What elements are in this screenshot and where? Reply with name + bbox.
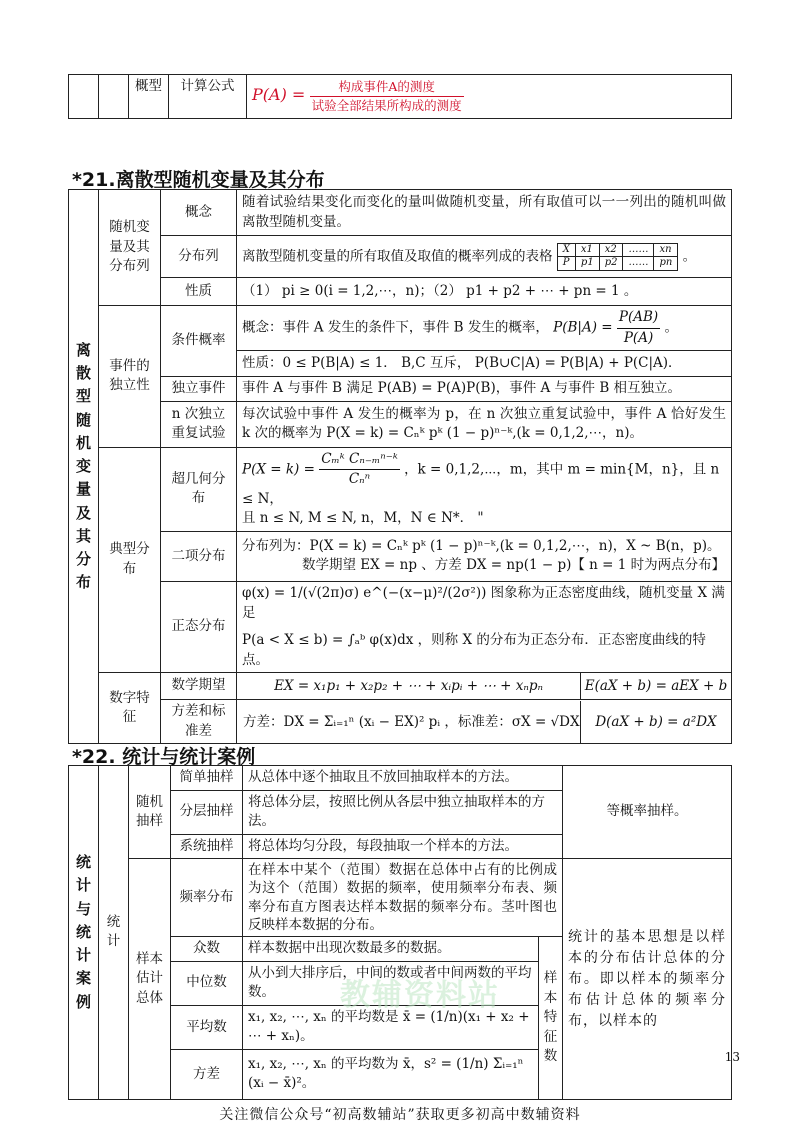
r10-label: 正态分布	[161, 581, 237, 672]
r8-fraction	[319, 450, 400, 490]
g4-label: 数字特征	[99, 673, 161, 744]
r12-cell	[237, 700, 732, 744]
r11-label: 数学期望	[161, 673, 237, 700]
r12-label: 方差和标准差	[161, 700, 237, 744]
r6-text: 事件 A 与事件 B 满足 P(AB) = P(A)P(B)，事件 A 与事件 B 相互独立。	[237, 377, 732, 402]
empty-cell	[69, 75, 99, 119]
empty-cell	[99, 75, 129, 119]
dist-cell: ……	[623, 257, 654, 271]
r9-label: 二项分布	[161, 531, 237, 581]
dist-cell: P	[557, 257, 575, 271]
r3-label: 性质	[161, 278, 237, 306]
section22-table	[68, 765, 732, 1100]
r11-cell	[237, 673, 732, 700]
r1-label: 概念	[161, 190, 237, 236]
section21-side-label	[69, 190, 99, 744]
g2-label-text: 样本估计总体	[136, 950, 163, 1006]
r7-text: 每次试验中事件 A 发生的概率为 p，在 n 次独立重复试验中，事件 A 恰好发生 k 次的概率为 P(X = k) = Cₙᵏ pᵏ (1 − p)ⁿ⁻ᵏ,(k = 0,1,2,⋯，n)。	[237, 401, 732, 447]
stat-label-text: 统计	[106, 913, 121, 950]
feat-label-text: 样本特征数	[543, 970, 558, 1065]
s2-text: 将总体分层，按照比例从各层中独立抽取样本的方法。	[243, 790, 563, 834]
section21-title: *21.离散型随机变量及其分布	[72, 169, 325, 191]
r12-right: D(aX + b) = a²DX	[595, 713, 717, 730]
formula-numerator: 构成事件A的测度	[310, 78, 464, 97]
r5-text: 性质：0 ≤ P(B|A) ≤ 1． B,C 互斥， P(B∪C|A) = P(B|A) + P(C|A)．	[237, 351, 732, 377]
formula-denominator: 试验全部结果所构成的测度	[311, 98, 462, 113]
dist-cell: X	[557, 243, 575, 257]
r8-num: Cₘᵏ Cₙ₋ₘⁿ⁻ᵏ	[319, 450, 400, 471]
r10-text2: P(a < X ≤ b) = ∫ₐᵇ φ(x)dx ，则称 X 的分布为正态分布．正态密度曲线的特点。	[242, 632, 706, 668]
s8-text: x₁, x₂, ⋯, xₙ 的平均数为 x̄，s² = (1/n) Σᵢ₌₁ⁿ (xᵢ − x̄)²。	[243, 1049, 539, 1099]
g1-label: 随机变量及其分布列	[99, 190, 161, 306]
dist-cell: pn	[654, 257, 678, 271]
footer: 关注微信公众号“初高数辅站”获取更多初高中数辅资料	[219, 1107, 581, 1123]
formula-lhs: P(A) =	[252, 85, 306, 104]
dist-cell: p2	[599, 257, 623, 271]
page-number: 13	[724, 1050, 740, 1064]
r1-text: 随着试验结果变化而变化的量叫做随机变量，所有取值可以一一列出的随机叫做离散型随机变量。	[237, 190, 732, 236]
formula-label: 计算公式	[169, 75, 247, 119]
s5-text: 样本数据中出现次数最多的数据。	[243, 937, 539, 962]
r4-formula-fraction	[617, 308, 660, 348]
dist-cell: xn	[654, 243, 678, 257]
r4-formula-den: P(A)	[623, 329, 654, 346]
watermark: 教辅资料站	[340, 978, 500, 1013]
s6-label: 中位数	[171, 961, 243, 1005]
s1-label: 简单抽样	[171, 766, 243, 791]
s6-text: 从小到大排序后，中间的数或者中间两数的平均数。	[243, 961, 539, 1005]
right-text: 统计的基本思想是以样本的分布估计总体的分布。即以样本的频率分布估计总体的频率分布，以样本的	[563, 859, 732, 1100]
s4-label: 频率分布	[171, 859, 243, 937]
equal-prob: 等概率抽样。	[563, 766, 732, 859]
stat-label	[99, 766, 129, 1100]
dist-cell: x1	[575, 243, 599, 257]
r4-formula-num: P(AB)	[617, 308, 660, 329]
r8-cell	[237, 447, 732, 531]
s7-label: 平均数	[171, 1005, 243, 1049]
r9-text1: 分布列为：P(X = k) = Cₙᵏ pᵏ (1 − p)ⁿ⁻ᵏ,(k = 0,1,2,⋯，n)，X ~ B(n，p)。	[242, 537, 721, 554]
r11-right: E(aX + b) = aEX + b	[584, 678, 728, 695]
r4-text: 概念：事件 A 发生的条件下，事件 B 发生的概率，	[242, 319, 549, 336]
r7-label: n 次独立重复试验	[161, 401, 237, 447]
r2-cell	[237, 236, 732, 278]
r8-lhs: P(X = k) =	[242, 461, 315, 478]
r4-cell	[237, 306, 732, 351]
s1-text: 从总体中逐个抽取且不放回抽取样本的方法。	[243, 766, 563, 791]
section21-table	[68, 189, 732, 744]
s2-label: 分层抽样	[171, 790, 243, 834]
s8-label: 方差	[171, 1049, 243, 1099]
s7-text: x₁, x₂, ⋯, xₙ 的平均数是 x̄ = (1/n)(x₁ + x₂ + ⋯ + xₙ)。	[243, 1005, 539, 1049]
dist-cell: p1	[575, 257, 599, 271]
side-label-text: 离散型随机变量及其分布	[75, 340, 91, 592]
r12-text: 方差：DX = Σᵢ₌₁ⁿ (xᵢ − EX)² pᵢ ，标准差：σX = √DX	[237, 701, 581, 743]
r8-den: Cₙⁿ	[348, 471, 371, 488]
s3-text: 将总体均匀分段，每段抽取一个样本的方法。	[243, 834, 563, 859]
r11-text: EX = x₁p₁ + x₂p₂ + ⋯ + xᵢpᵢ + ⋯ + xₙpₙ	[237, 673, 581, 699]
r3-text: （1） pi ≥ 0(i = 1,2,⋯，n)；（2） p1 + p2 + ⋯ + pn = 1 。	[237, 278, 732, 306]
formula-cell	[247, 75, 732, 119]
top-table	[68, 74, 732, 119]
r2-tail: 。	[682, 248, 697, 264]
feat-label	[539, 937, 563, 1100]
section22-side-label	[69, 766, 99, 1100]
r2-label: 分布列	[161, 236, 237, 278]
r2-text: 离散型随机变量的所有取值及取值的概率列成的表格	[242, 248, 553, 264]
distribution-table	[557, 243, 679, 271]
r8-text2: 且 n ≤ N, M ≤ N, n，M，N ∈ N*． "	[242, 510, 484, 527]
g2-label: 事件的独立性	[99, 306, 161, 448]
s5-label: 众数	[171, 937, 243, 962]
r4-formula-lhs: P(B|A) =	[553, 319, 613, 336]
r9-cell	[237, 531, 732, 581]
r10-cell	[237, 581, 732, 672]
side-label-text: 统计与统计案例	[75, 853, 91, 1011]
dist-cell: ……	[623, 243, 654, 257]
section22-title: *22. 统计与统计案例	[72, 746, 256, 768]
r10-text1: φ(x) = 1/(√(2π)σ) e^(−(x−μ)²/(2σ²)) 图象称为正态密度曲线，随机变量 X 满足	[242, 584, 725, 621]
r8-text1: ，k = 0,1,2,⋯，m，其中 m = min{M，n}，且 n ≤ N，	[242, 461, 720, 507]
g1-label: 随机抽样	[129, 766, 171, 859]
g3-label: 典型分布	[99, 447, 161, 673]
r4-label: 条件概率	[161, 306, 237, 377]
g2-label	[129, 859, 171, 1100]
s3-label: 系统抽样	[171, 834, 243, 859]
r6-label: 独立事件	[161, 377, 237, 402]
formula-fraction	[310, 78, 464, 115]
type-label: 概型	[129, 75, 169, 119]
s4-text: 在样本中某个（范围）数据在总体中占有的比例成为这个（范围）数据的频率，使用频率分布表、频率分布直方图表达样本数据的频率分布。茎叶图也反映样本数据的分布。	[243, 859, 563, 937]
r4-tail: 。	[664, 319, 678, 336]
dist-cell: x2	[599, 243, 623, 257]
r8-label: 超几何分布	[161, 447, 237, 531]
r9-text2: 数学期望 EX = np 、方差 DX = np(1 − p)【 n = 1 时为两点分布】	[302, 557, 726, 574]
